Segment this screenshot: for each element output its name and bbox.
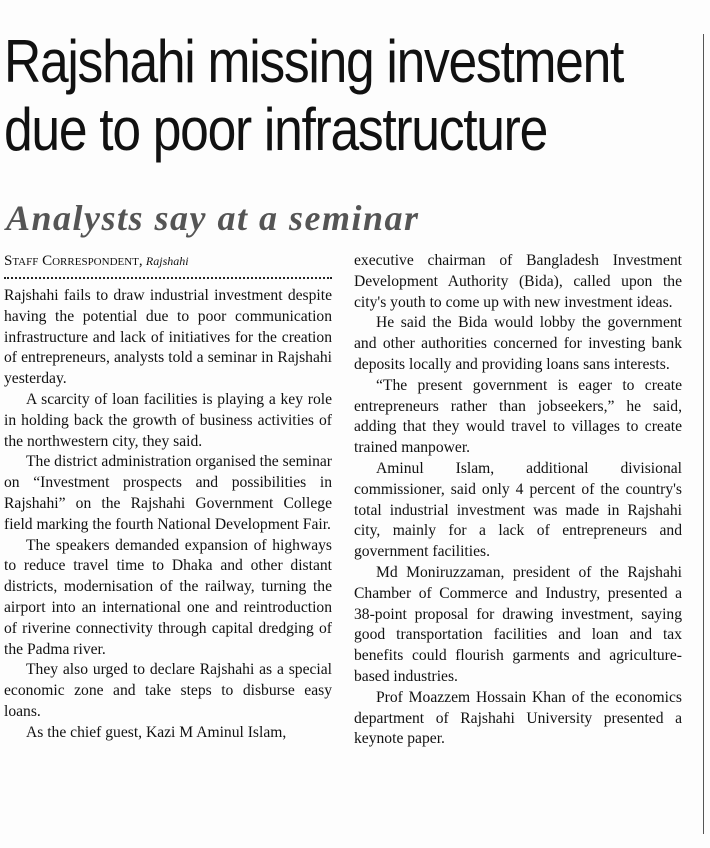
paragraph: Rajshahi fails to draw industrial investment despite having the potential due to poor communication infrastructure and lack of initiatives for the creation of entrepreneurs, analysts told a seminar in Rajshahi yesterday. <box>4 287 332 388</box>
paragraph: As the chief guest, Kazi M Aminul Islam, <box>26 723 287 741</box>
column-rule <box>703 34 704 834</box>
byline-divider <box>4 273 332 279</box>
paragraph: They also urged to declare Rajshahi as a special economic zone and take steps to disburse easy loans. <box>4 661 332 720</box>
headline-line-1: Rajshahi missing investment <box>4 28 624 95</box>
paragraph: The speakers demanded expansion of highways to reduce travel time to Dhaka and other distant districts, modernisation of the railway, turning the airport into an international one and reintroduction of riverine connectivity through capital dredging of the Padma river. <box>4 536 332 658</box>
article-column-1 <box>4 251 332 744</box>
article-column-2 <box>354 251 682 750</box>
paragraph: “The present government is eager to create entrepreneurs rather than jobseekers,” he said, adding that they would travel to villages to create trained manpower. <box>354 376 682 457</box>
subheadline: Analysts say at a seminar <box>6 198 420 238</box>
byline <box>4 251 332 271</box>
paragraph: The district administration organised the seminar on “Investment prospects and possibilities in Rajshahi” on the Rajshahi Government College field marking the fourth National Development Fair. <box>4 453 332 533</box>
paragraph: A scarcity of loan facilities is playing a key role in holding back the growth of business activities of the northwestern city, they said. <box>4 390 332 450</box>
paragraph: Aminul Islam, additional divisional commissioner, said only 4 percent of the country's total industrial investment was made in Rajshahi city, mainly for a lack of entrepreneurs and government facilities. <box>354 459 682 561</box>
headline <box>4 28 624 164</box>
paragraph: executive chairman of Bangladesh Investment Development Authority (Bida), called upon the city's youth to come up with new investment ideas. <box>354 252 682 311</box>
byline-location: Rajshahi <box>145 254 189 268</box>
paragraph: Md Moniruzzaman, president of the Rajshahi Chamber of Commerce and Industry, presented a 38-point proposal for drawing investment, saying good transportation facilities and loan and tax benefits could flourish garments and agriculture-based industries. <box>354 563 682 685</box>
headline-line-2: due to poor infrastructure <box>4 96 547 163</box>
byline-author: Staff Correspondent, <box>4 253 143 269</box>
paragraph: Prof Moazzem Hossain Khan of the economics department of Rajshahi University presented a keynote paper. <box>354 688 682 748</box>
paragraph: He said the Bida would lobby the government and other authorities concerned for investing bank deposits locally and providing loans sans interests. <box>354 314 682 373</box>
